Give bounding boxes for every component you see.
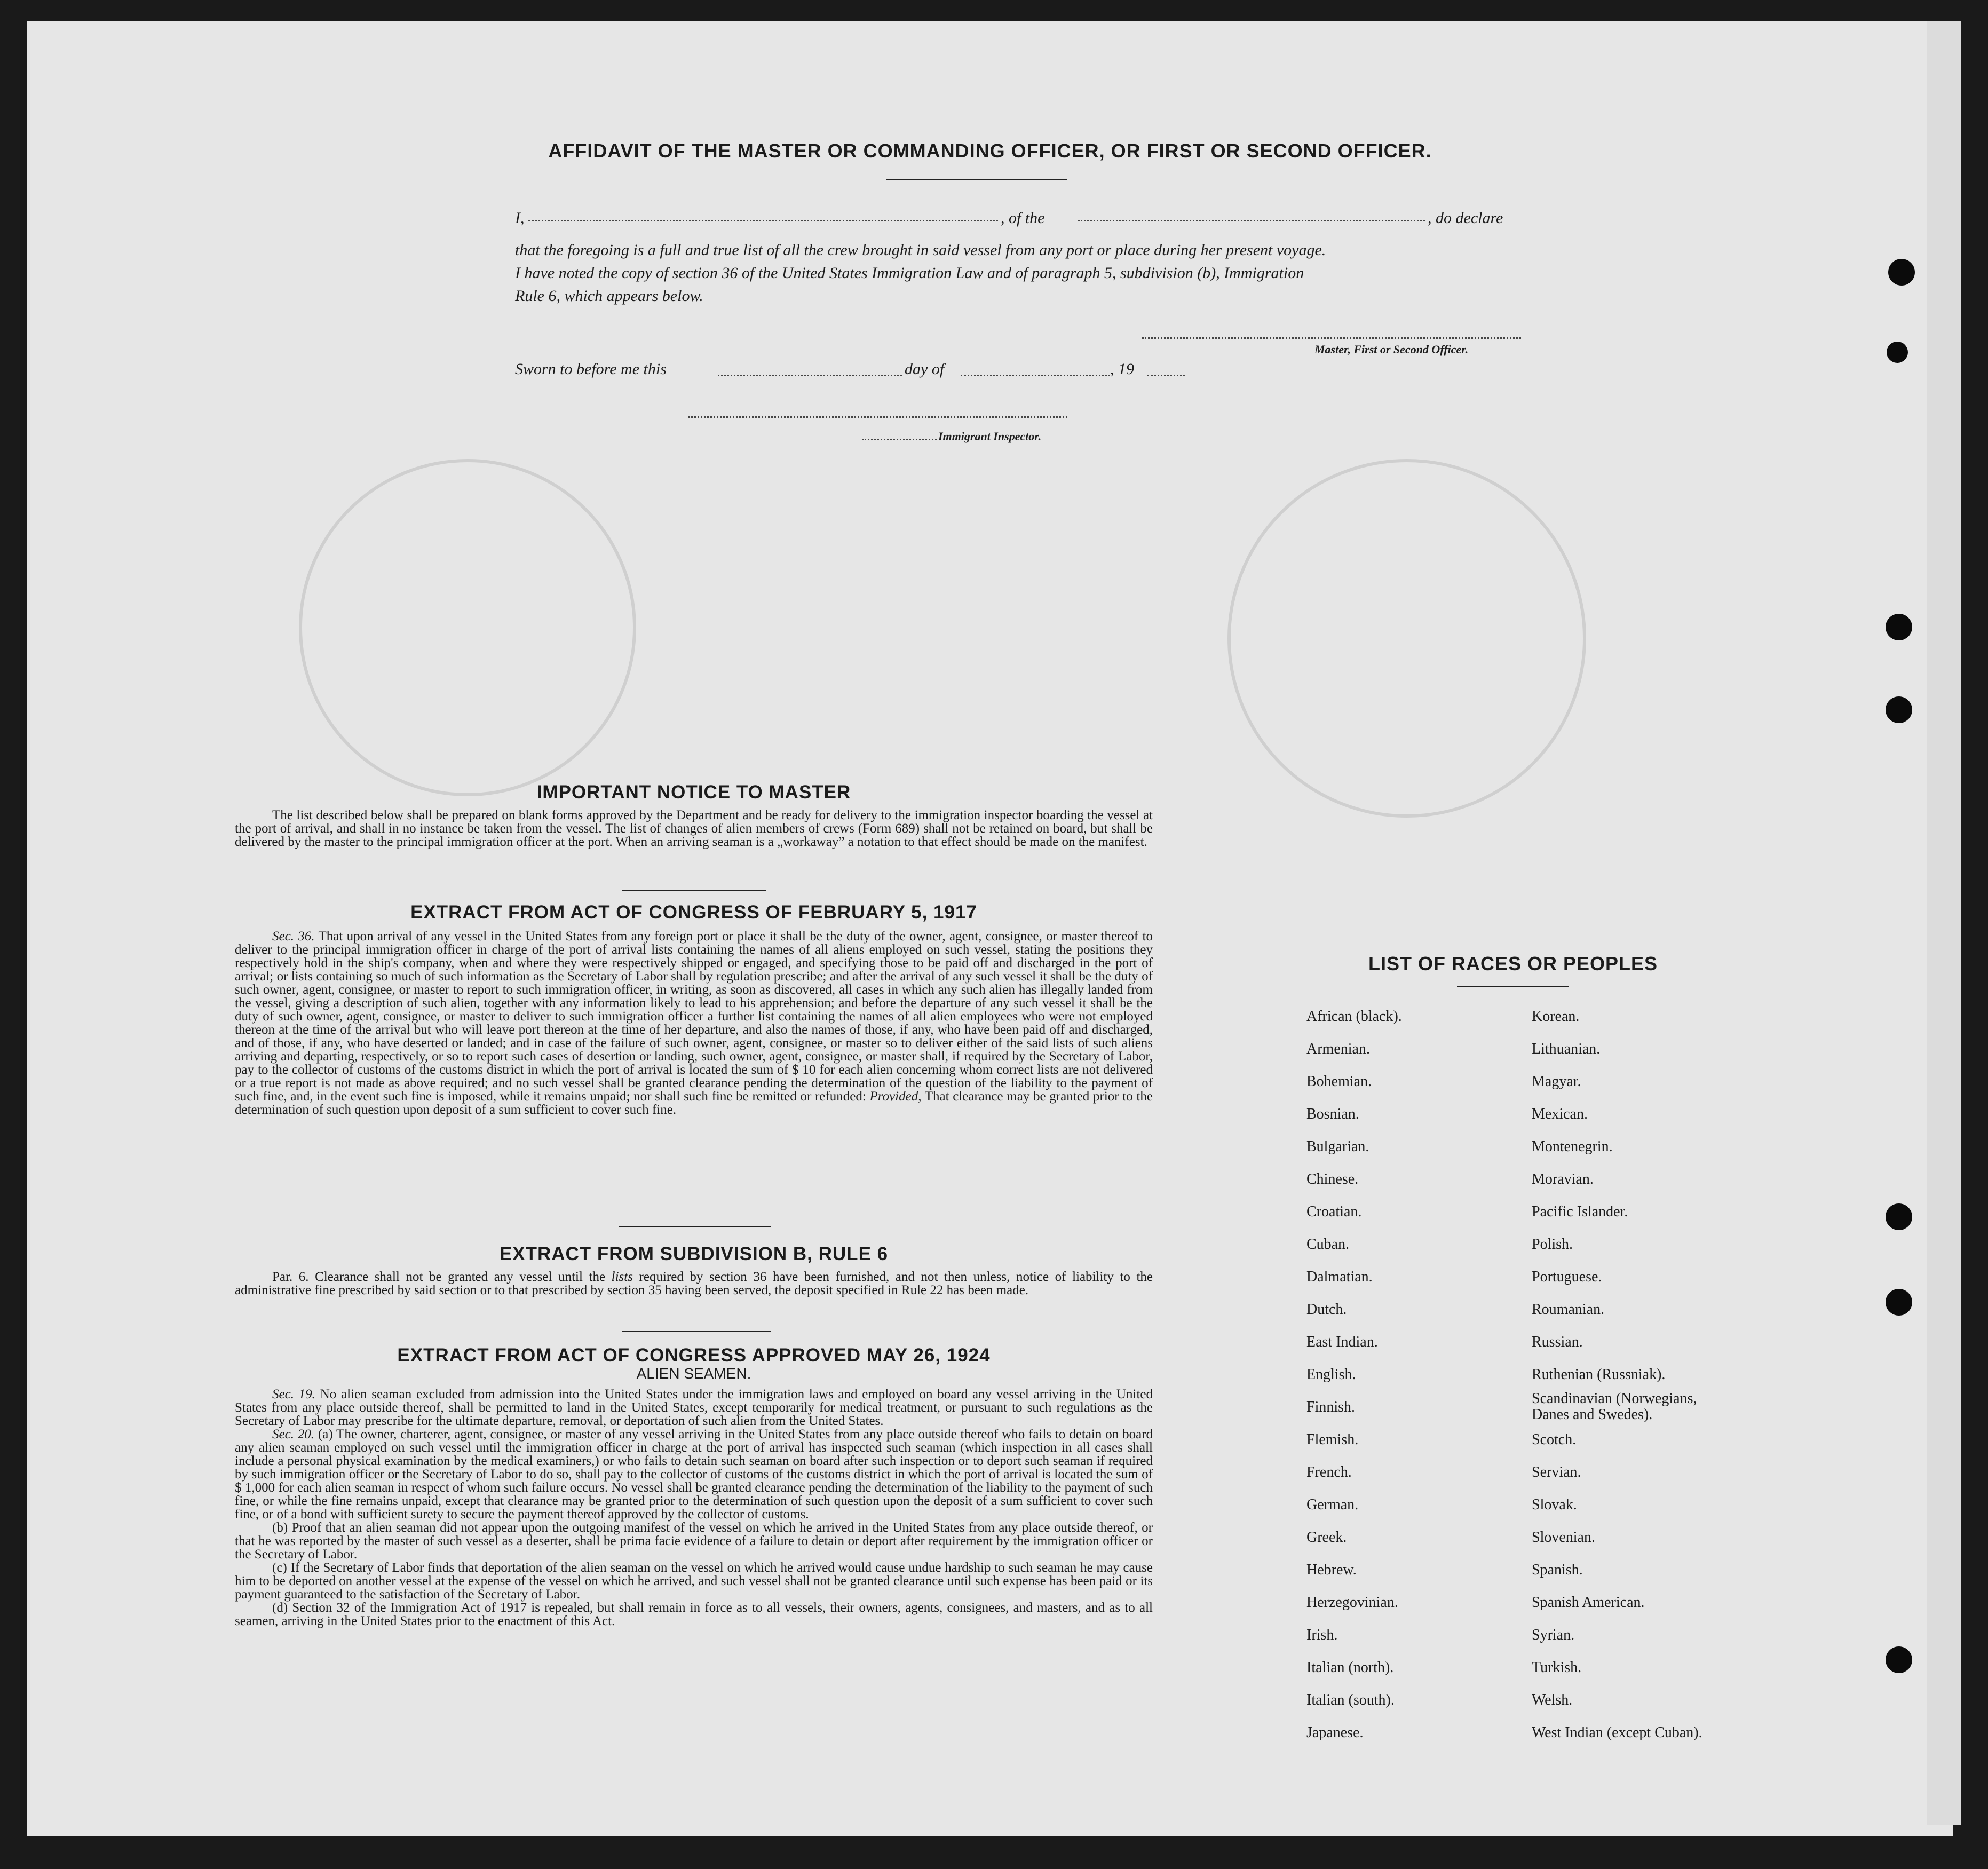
race-item: Bulgarian. <box>1306 1138 1369 1155</box>
sec-36-label: Sec. 36. <box>272 929 315 944</box>
alien-seamen-subtitle: ALIEN SEAMEN. <box>636 1365 751 1382</box>
race-item: Slovak. <box>1532 1496 1577 1513</box>
sworn-text: Sworn to before me this <box>515 360 667 378</box>
divider <box>619 1226 771 1227</box>
race-item: French. <box>1306 1464 1352 1480</box>
race-item: Polish. <box>1532 1236 1573 1253</box>
race-item: Italian (south). <box>1306 1692 1395 1708</box>
race-item: Mexican. <box>1532 1106 1588 1122</box>
punch-hole <box>1887 342 1908 363</box>
punch-hole <box>1886 614 1912 640</box>
race-item: Portuguese. <box>1532 1269 1602 1285</box>
race-item: African (black). <box>1306 1008 1402 1025</box>
affidavit-i: I, <box>515 209 525 227</box>
sec-20c-text: (c) If the Secretary of Labor finds that deportation of the alien seaman on the vessel on which he arrived would cause undue hardship to such seaman he may cause him to be deported on another vessel at the expense of the vessel on which he arrived, and such vessel shall not be granted clearance until such expense has been paid or its payment guaranteed to the satisfaction of the Secretary of Labor. <box>235 1561 1153 1602</box>
race-item: Flemish. <box>1306 1431 1359 1448</box>
divider <box>886 179 1067 180</box>
divider <box>622 1331 771 1332</box>
extract-1917-title: EXTRACT FROM ACT OF CONGRESS OF FEBRUARY 5, 1917 <box>410 902 977 923</box>
race-item: English. <box>1306 1366 1356 1383</box>
inspector-signature-blank <box>688 416 1067 418</box>
race-item: Finnish. <box>1306 1399 1356 1415</box>
extract-1924-title: EXTRACT FROM ACT OF CONGRESS APPROVED MAY 26, 1924 <box>397 1345 991 1366</box>
notice-body <box>235 809 1153 849</box>
torn-edge <box>1927 21 1961 1825</box>
race-item: West Indian (except Cuban). <box>1532 1724 1702 1741</box>
race-item: Bosnian. <box>1306 1106 1359 1122</box>
race-item: Korean. <box>1532 1008 1580 1025</box>
sec-20-label: Sec. 20. <box>272 1427 315 1442</box>
divider <box>622 890 766 891</box>
race-item: Pacific Islander. <box>1532 1203 1628 1220</box>
punch-hole <box>1888 259 1915 286</box>
race-item: German. <box>1306 1496 1359 1513</box>
extract-1924-body <box>235 1388 1153 1628</box>
race-item: Servian. <box>1532 1464 1581 1480</box>
day-of-text: day of <box>905 360 945 378</box>
race-item: Lithuanian. <box>1532 1041 1601 1057</box>
race-item: Slovenian. <box>1532 1529 1595 1546</box>
sec-36-text-end: That clearance may be granted prior to the determination of such question upon deposit of a sum sufficient to cover such fine. <box>235 1089 1153 1117</box>
affidavit-line2: I have noted the copy of section 36 of the United States Immigration Law and of paragraph 5, subdivision (b), Immigration <box>515 264 1304 282</box>
rule-6-text-a: Par. 6. Clearance shall not be granted any vessel until the <box>272 1270 606 1284</box>
affidavit-line1: that the foregoing is a full and true list of all the crew brought in said vessel from any port or place during her present voyage. <box>515 241 1326 259</box>
race-item: Cuban. <box>1306 1236 1350 1253</box>
sec-20d-text: (d) Section 32 of the Immigration Act of 1917 is repealed, but shall remain in force as to all vessels, their owners, agents, consignees, and masters, and as to all seamen, arriving in the United States prior to the enactment of this Act. <box>235 1601 1153 1628</box>
race-item: Croatian. <box>1306 1203 1362 1220</box>
race-item: Scotch. <box>1532 1431 1577 1448</box>
vessel-blank <box>1078 220 1425 221</box>
races-left-column <box>1306 1000 1402 1749</box>
punch-hole <box>1886 1203 1912 1230</box>
rule-6-body <box>235 1270 1153 1297</box>
race-item: Greek. <box>1306 1529 1347 1546</box>
notice-text: The list described below shall be prepared on blank forms approved by the Department and be ready for delivery to the immigration inspector boarding the vessel at the port of arrival, and shall in no instance be taken from the vessel. The list of changes of alien members of crews (Form 689) shall not be retained on board, but shall be delivered by the master to the principal immigration officer at the port. When an arriving seaman is a „workaway” a notation to that effect should be made on the manifest. <box>235 808 1153 849</box>
race-item: Magyar. <box>1532 1073 1581 1090</box>
race-item: Montenegrin. <box>1532 1138 1613 1155</box>
faint-seal-right <box>1227 459 1586 818</box>
master-signature-blank <box>1142 337 1521 339</box>
inspector-leader <box>862 439 937 440</box>
race-item: Welsh. <box>1532 1692 1573 1708</box>
rule-6-title: EXTRACT FROM SUBDIVISION B, RULE 6 <box>499 1244 889 1264</box>
rule-6-text-b: required by section 36 have been furnished, and not then unless, notice of liability to the administrative fine prescribed by said section or to that prescribed by section 35 having been served, the deposit specified in Rule 22 has been made. <box>235 1270 1153 1297</box>
punch-hole <box>1886 696 1912 723</box>
affidavit-title: AFFIDAVIT OF THE MASTER OR COMMANDING OFFICER, OR FIRST OR SECOND OFFICER. <box>548 140 1432 162</box>
lists-word: lists <box>611 1270 633 1284</box>
race-item: Moravian. <box>1532 1171 1594 1187</box>
divider <box>1457 986 1569 987</box>
race-item: East Indian. <box>1306 1334 1378 1350</box>
race-item: Dutch. <box>1306 1301 1347 1318</box>
affidavit-of-the: , of the <box>1001 209 1045 227</box>
sec-20a-text: (a) The owner, charterer, agent, consignee, or master of any vessel arriving in the United States from any place outside thereof who fails to detain on board any alien seaman employed on such vessel until the immigration officer in charge at the port of arrival has inspected such seaman (which inspection in all cases shall include a personal physical examination by the medical examiners,) or who fails to detain such seaman on board after such inspection or to deport such seaman if required by such immigration officer or the Secretary of Labor to do so, shall pay to the collector of customs of the customs district in which the port of arrival is located the sum of $ 1,000 for each alien seaman in respect of whom such failure occurs. No vessel shall be granted clearance pending the determination of the liability to the payment of such fine, or while the fine remains unpaid, except that clearance may be granted prior to the determination of such question upon the deposit of a sum sufficient to cover such fine, or of a bond with sufficient surety to secure the payment thereof approved by the collector of customs. <box>235 1427 1153 1522</box>
sec-20b-text: (b) Proof that an alien seaman did not appear upon the outgoing manifest of the vessel on which he arrived in the United States from any place outside thereof, or that he was reported by the master of such vessel as a deserter, shall be prima facie evidence of a failure to detain or deport after requirement by the immigration officer or the Secretary of Labor. <box>235 1520 1153 1562</box>
races-right-column <box>1532 1000 1734 1749</box>
month-blank <box>961 375 1110 376</box>
race-item: Syrian. <box>1532 1627 1575 1643</box>
extract-1917-body <box>235 930 1153 1116</box>
race-item: Spanish American. <box>1532 1594 1645 1611</box>
punch-hole <box>1886 1646 1912 1673</box>
race-item: Italian (north). <box>1306 1659 1394 1676</box>
race-item: Bohemian. <box>1306 1073 1372 1090</box>
race-item: Herzegovinian. <box>1306 1594 1398 1611</box>
race-item: Ruthenian (Russniak). <box>1532 1366 1666 1383</box>
races-title: LIST OF RACES OR PEOPLES <box>1368 953 1658 975</box>
race-item: Chinese. <box>1306 1171 1359 1187</box>
race-item: Russian. <box>1532 1334 1583 1350</box>
master-label: Master, First or Second Officer. <box>1314 343 1469 356</box>
race-item: Hebrew. <box>1306 1562 1357 1578</box>
sec-19-text: No alien seaman excluded from admission into the United States under the immigration laws and employed on board any vessel arriving in the United States from any place outside thereof, shall be permitted to land in the United States, except temporarily for medical treatment, or pursuant to such regulations as the Secretary of Labor may prescribe for the ultimate departure, removal, or deportation of such alien from the United States. <box>235 1387 1153 1428</box>
year-blank <box>1147 375 1185 376</box>
provided-label: Provided, <box>869 1089 922 1104</box>
affidavit-declare: , do declare <box>1428 209 1503 227</box>
sec-19-label: Sec. 19. <box>272 1387 315 1401</box>
race-item: Roumanian. <box>1532 1301 1605 1318</box>
year-text: , 19 <box>1110 360 1134 378</box>
race-item: Turkish. <box>1532 1659 1582 1676</box>
faint-seal-left <box>299 459 636 796</box>
punch-hole <box>1886 1289 1912 1316</box>
race-item: Armenian. <box>1306 1041 1370 1057</box>
race-item: Japanese. <box>1306 1724 1364 1741</box>
race-item: Dalmatian. <box>1306 1269 1373 1285</box>
race-item: Spanish. <box>1532 1562 1583 1578</box>
inspector-label: Immigrant Inspector. <box>938 430 1042 443</box>
notice-title: IMPORTANT NOTICE TO MASTER <box>536 782 851 803</box>
race-item: Scandinavian (Norwegians, Danes and Swedes). <box>1532 1390 1697 1423</box>
day-blank <box>718 375 902 376</box>
name-blank <box>528 220 998 221</box>
race-item: Irish. <box>1306 1627 1338 1643</box>
affidavit-line3: Rule 6, which appears below. <box>515 287 703 305</box>
sec-36-text: That upon arrival of any vessel in the United States from any foreign port or place it shall be the duty of the owner, agent, consignee, or master thereof to deliver to the principal immigration officer in charge of the port of arrival lists containing the names of all aliens employed on such vessel, stating the positions they respectively hold in the ship's company, when and where they were respectively shipped or engaged, and specifying those to be paid off and discharged in the port of arrival; or lists containing so much of such information as the Secretary of Labor shall by regulation prescribe; and after the arrival of any such vessel it shall be the duty of such owner, agent, consignee, or master to report to such immigration officer, in writing, as soon as discovered, all cases in which any such alien has illegally landed from the vessel, giving a description of such alien, together with any information likely to lead to his apprehension; and before the departure of any such vessel it shall be the duty of such owner, agent, consignee, or master to deliver to such immigration officer a further list containing the names of all alien employees who were not employed thereon at the time of the arrival but who will leave port thereon at the time of her departure, and also the names of those, if any, who have been paid off and discharged, and of those, if any, who have deserted or landed; and in case of the failure of such owner, agent, consignee, or master so to deliver either of the said lists of such aliens arriving and departing, respectively, or so to report such cases of desertion or landing, such owner, agent, consignee, or master shall, if required by the Secretary of Labor, pay to the collector of customs of the customs district in which the port of arrival is located the sum of $ 10 for each alien concerning whom correct lists are not delivered or a true report is not made as above required; and no such vessel shall be granted clearance pending the determination of the question of the liability to the payment of such fine, and, in the event such fine is imposed, while it remains unpaid; nor shall such fine be remitted or refunded: <box>235 929 1153 1104</box>
